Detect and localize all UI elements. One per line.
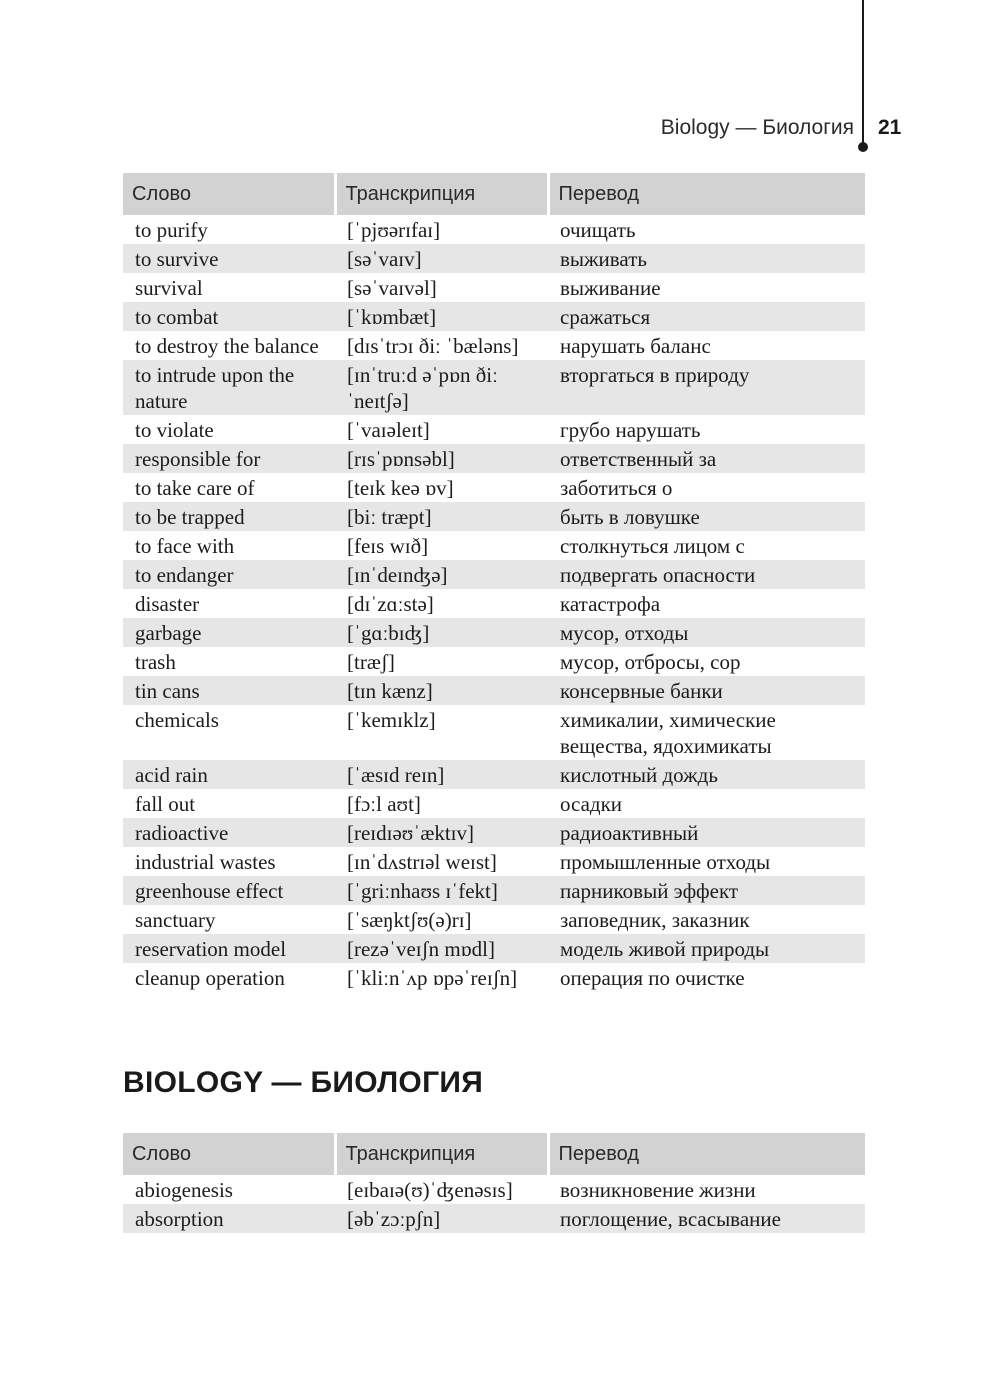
header-translation: Перевод [548,1133,865,1175]
cell-word: to face with [135,534,235,558]
table-header-row [123,173,865,215]
cell-word: to purify [135,218,208,242]
header-rule-dot [858,142,868,152]
cell-word: to endanger [123,560,335,589]
table-body [123,215,865,992]
cell-transcription: [ˈsæŋktʃʊ(ə)rɪ] [347,908,472,932]
cell-word: sanctuary [135,908,216,932]
cell-transcription: [ˈæsɪd reɪn] [335,760,548,789]
header-vertical-rule [862,0,864,146]
cell-word: acid rain [123,760,335,789]
cell-translation: парниковый эффект [548,876,865,905]
cell-word: chemicals [135,708,219,732]
cell-translation: заповедник, заказник [560,908,750,932]
vocabulary-table-1 [123,173,865,992]
table-row [123,502,865,531]
header-transcription: Транскрипция [335,173,548,215]
table-row [123,818,865,847]
header-word: Слово [123,173,335,215]
cell-translation: промышленные отходы [560,850,771,874]
cell-transcription: [ˈvaɪəleɪt] [347,418,430,442]
cell-transcription: [səˈvaɪv] [335,244,548,273]
table-row [123,244,865,273]
cell-transcription: [feɪs wɪð] [347,534,429,558]
header-translation: Перевод [548,173,865,215]
table-row [123,905,865,934]
cell-translation: ответственный за [548,444,865,473]
cell-word: to intrude upon the nature [123,360,335,415]
cell-transcription: [træʃ] [347,650,395,674]
cell-translation: модель живой природы [548,934,865,963]
cell-transcription: [ɪnˈdeɪnʤə] [335,560,548,589]
cell-word: abiogenesis [135,1178,233,1202]
table-row [123,618,865,647]
cell-translation: вторгаться в природу [548,360,865,415]
table-row [123,789,865,818]
cell-translation: радиоактивный [548,818,865,847]
table-row [123,1204,865,1233]
cell-translation: возникновение жизни [560,1178,756,1202]
running-header-title: Biology — Биология [660,116,854,139]
cell-transcription: [dɪˈzɑːstə] [347,592,434,616]
cell-word: reservation model [123,934,335,963]
table-row [123,415,865,444]
table-row [123,676,865,705]
cell-word: garbage [123,618,335,647]
cell-translation: консервные банки [548,676,865,705]
cell-transcription: [dɪsˈtrɔɪ ðiː ˈbæləns] [347,334,519,358]
table-row [123,647,865,676]
cell-translation: мусор, отходы [548,618,865,647]
cell-word: cleanup operation [135,966,285,990]
cell-word: fall out [135,792,196,816]
table-row [123,963,865,992]
table-row [123,215,865,244]
header-transcription: Транскрипция [335,1133,548,1175]
cell-word: to destroy the balance [135,334,319,358]
table-row [123,876,865,905]
table-row [123,705,865,760]
cell-translation: подвергать опасности [548,560,865,589]
cell-translation: химикалии, химические вещества, ядохимикаты [560,708,776,758]
cell-transcription: [rezəˈveɪʃn mɒdl] [335,934,548,963]
table-body [123,1175,865,1233]
table-row [123,934,865,963]
table-row [123,331,865,360]
cell-transcription: [rɪsˈpɒnsəbl] [335,444,548,473]
page-number: 21 [878,116,902,139]
cell-translation: грубо нарушать [560,418,701,442]
cell-transcription: [ˈkliːnˈʌp ɒpəˈreɪʃn] [347,966,518,990]
cell-word: responsible for [123,444,335,473]
table-row [123,360,865,415]
table-row [123,560,865,589]
cell-word: trash [135,650,176,674]
cell-transcription: [reɪdɪəʊˈæktɪv] [335,818,548,847]
cell-transcription: [eɪbaɪə(ʊ)ˈʤenəsɪs] [347,1178,513,1202]
cell-translation: выживание [560,276,661,300]
cell-transcription: [ˈkɒmbæt] [335,302,548,331]
cell-transcription: [teɪk keə ɒv] [347,476,454,500]
cell-word: greenhouse effect [123,876,335,905]
table-row [123,273,865,302]
cell-translation: осадки [560,792,623,816]
table-row [123,847,865,876]
cell-word: to be trapped [123,502,335,531]
cell-word: survival [135,276,203,300]
cell-transcription: [ˈkemɪklz] [347,708,436,732]
cell-translation: катастрофа [560,592,661,616]
cell-translation: заботиться о [560,476,673,500]
table-row [123,1175,865,1204]
cell-translation: мусор, отбросы, сор [560,650,741,674]
cell-translation: выживать [548,244,865,273]
cell-transcription: [ˈgɑːbɪʤ] [335,618,548,647]
cell-word: to take care of [135,476,255,500]
cell-translation: столкнуться лицом с [560,534,745,558]
cell-word: radioactive [123,818,335,847]
cell-word: tin cans [123,676,335,705]
cell-transcription: [ɪnˈdʌstrɪəl weɪst] [347,850,497,874]
table-row [123,760,865,789]
cell-word: disaster [135,592,200,616]
cell-translation: операция по очистке [560,966,745,990]
cell-transcription: [ɪnˈtruːd əˈpɒn ðiː ˈneɪtʃə] [335,360,548,415]
cell-translation: очищать [560,218,636,242]
cell-transcription: [səˈvaɪvəl] [347,276,437,300]
table-row [123,531,865,560]
cell-translation: поглощение, всасывание [548,1204,865,1233]
cell-translation: быть в ловушке [548,502,865,531]
cell-word: to survive [123,244,335,273]
cell-transcription: [tɪn kænz] [335,676,548,705]
cell-word: to violate [135,418,214,442]
table-row [123,589,865,618]
cell-translation: кислотный дождь [548,760,865,789]
table-row [123,302,865,331]
cell-word: to combat [123,302,335,331]
cell-transcription: [biː træpt] [335,502,548,531]
cell-transcription: [əbˈzɔːpʃn] [335,1204,548,1233]
cell-translation: сражаться [548,302,865,331]
cell-translation: нарушать баланс [560,334,711,358]
cell-transcription: [ˈgriːnhaʊs ɪˈfekt] [335,876,548,905]
cell-word: industrial wastes [135,850,276,874]
cell-word: absorption [123,1204,335,1233]
vocabulary-table-2 [123,1133,865,1233]
section-heading: BIOLOGY — БИОЛОГИЯ [123,1066,484,1099]
header-word: Слово [123,1133,335,1175]
cell-transcription: [ˈpjʊərɪfaɪ] [347,218,441,242]
table-header-row [123,1133,865,1175]
table-row [123,444,865,473]
cell-transcription: [fɔːl aʊt] [347,792,421,816]
table-row [123,473,865,502]
